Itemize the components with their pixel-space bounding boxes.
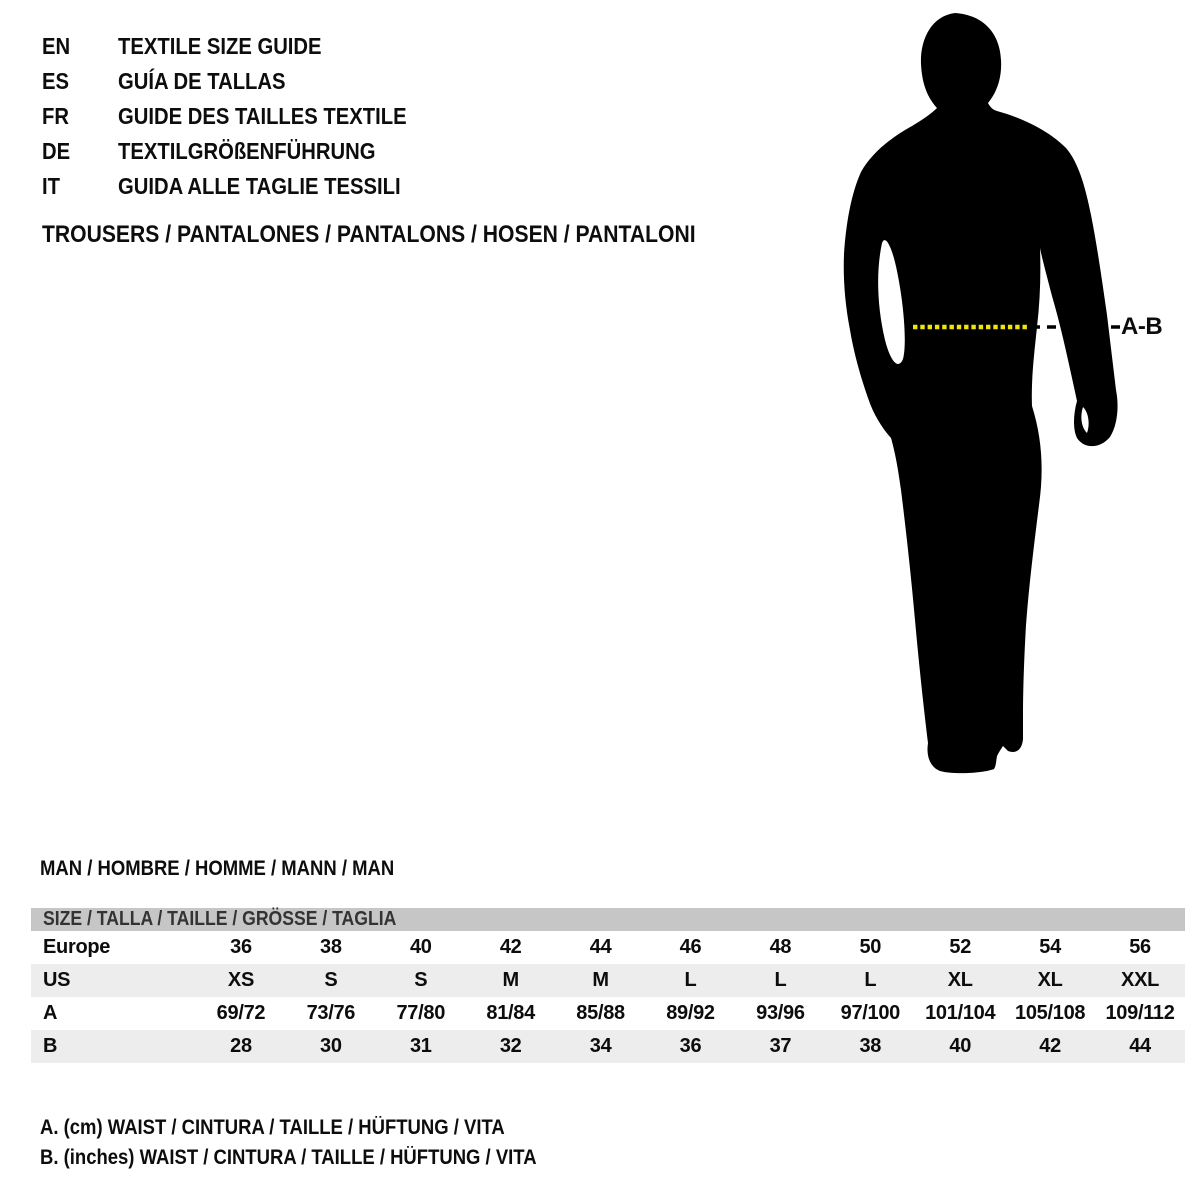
size-cell: 54	[1039, 936, 1061, 958]
size-cell: 105/108	[1015, 1002, 1086, 1024]
size-cell: 109/112	[1105, 1002, 1175, 1024]
size-cell: 36	[646, 1030, 736, 1063]
size-cell: L	[735, 964, 825, 997]
size-cell: 44	[1095, 1030, 1185, 1063]
size-cell: 42	[499, 936, 522, 958]
language-label: GUÍA DE TALLAS	[118, 68, 286, 94]
size-cell: 50	[859, 936, 882, 958]
size-cell: 69/72	[216, 1002, 266, 1024]
language-code: EN	[42, 33, 71, 59]
size-cell: 46	[679, 936, 702, 958]
size-cell: 37	[735, 1030, 825, 1063]
language-code: IT	[42, 173, 60, 199]
size-row-label: A	[43, 1002, 58, 1024]
size-cell: S	[286, 964, 376, 997]
measure-label-ab: A-B	[1121, 313, 1163, 340]
size-cell: M	[556, 964, 646, 997]
size-cell: 40	[409, 936, 432, 958]
size-cell: 42	[1005, 1030, 1095, 1063]
size-cell: M	[466, 964, 556, 997]
language-code: ES	[42, 68, 70, 94]
size-cell: 34	[556, 1030, 646, 1063]
size-row-label: B	[31, 1030, 196, 1063]
size-cell: 93/96	[756, 1002, 805, 1024]
note-a	[40, 1114, 568, 1141]
size-cell: S	[376, 964, 466, 997]
size-row-label: US	[31, 964, 196, 997]
man-silhouette	[844, 13, 1118, 773]
size-cell: 89/92	[666, 1002, 715, 1024]
size-cell: 38	[825, 1030, 915, 1063]
size-cell: 44	[589, 936, 612, 958]
size-cell: 56	[1129, 936, 1151, 958]
size-cell: 40	[915, 1030, 1005, 1063]
size-cell: 32	[466, 1030, 556, 1063]
language-label: TEXTILGRÖßENFÜHRUNG	[118, 138, 376, 164]
size-cell: 73/76	[306, 1002, 356, 1024]
size-cell: 52	[949, 936, 972, 958]
size-cell: 81/84	[486, 1002, 535, 1024]
gender-heading-text: MAN / HOMBRE / HOMME / MANN / MAN	[40, 857, 395, 880]
size-cell: 28	[196, 1030, 286, 1063]
size-cell: 77/80	[396, 1002, 446, 1024]
language-code: FR	[42, 103, 69, 129]
size-cell: L	[825, 964, 915, 997]
size-cell: XL	[915, 964, 1005, 997]
size-table-header	[31, 908, 1185, 931]
size-cell: 38	[320, 936, 342, 958]
product-heading-text: TROUSERS / PANTALONES / PANTALONS / HOSEN / PANTALONI	[42, 221, 696, 248]
size-row-label: Europe	[43, 936, 111, 958]
size-cell: 101/104	[925, 1002, 996, 1024]
size-table-header-text: SIZE / TALLA / TAILLE / GRÖSSE / TAGLIA	[43, 908, 397, 930]
size-cell: 97/100	[840, 1002, 900, 1024]
language-label: TEXTILE SIZE GUIDE	[118, 33, 322, 59]
note-b	[40, 1144, 604, 1171]
size-cell: XL	[1005, 964, 1095, 997]
product-heading	[42, 221, 785, 249]
size-cell: XXL	[1095, 964, 1185, 997]
size-cell: XS	[196, 964, 286, 997]
language-code: DE	[42, 138, 71, 164]
size-cell: 30	[286, 1030, 376, 1063]
language-label: GUIDA ALLE TAGLIE TESSILI	[118, 173, 401, 199]
size-table	[31, 908, 1185, 1063]
gender-heading	[40, 857, 442, 881]
size-cell: 31	[376, 1030, 466, 1063]
note-a-text: A. (cm) WAIST / CINTURA / TAILLE / HÜFTUNG / VITA	[40, 1116, 505, 1139]
size-cell: 36	[230, 936, 252, 958]
note-b-text: B. (inches) WAIST / CINTURA / TAILLE / HÜFTUNG / VITA	[40, 1146, 537, 1169]
size-table-grid	[31, 931, 1185, 1063]
size-cell: L	[646, 964, 736, 997]
size-cell: 85/88	[576, 1002, 625, 1024]
language-label: GUIDE DES TAILLES TEXTILE	[118, 103, 407, 129]
size-cell: 48	[769, 936, 792, 958]
